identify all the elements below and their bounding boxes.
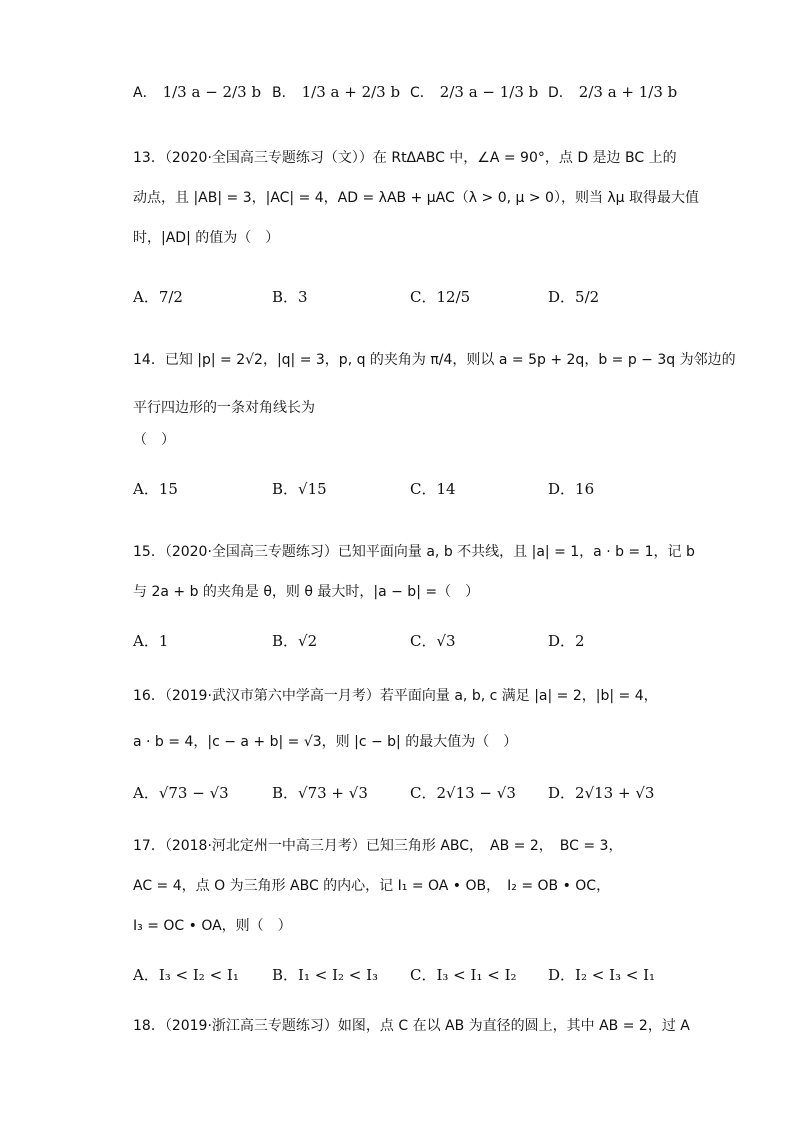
question-16 bbox=[133, 676, 673, 762]
q13-line-3: 时，|AD| 的值为（ ） bbox=[133, 230, 280, 246]
q16-line-2: a · b = 4，|c − a + b| = √3，则 |c − b| 的最大值为（ ） bbox=[133, 734, 518, 750]
option-label: C． bbox=[410, 85, 434, 101]
question-17 bbox=[133, 826, 673, 946]
option-label: A． bbox=[133, 85, 157, 101]
q12-option-d[interactable] bbox=[548, 72, 677, 112]
option-text: 1/3 a + 2/3 b bbox=[301, 83, 401, 101]
question-14 bbox=[133, 340, 736, 452]
q16-option-c[interactable]: C．2√13 − √3 bbox=[410, 783, 516, 802]
q17-option-a[interactable]: A．I₃ < I₂ < I₁ bbox=[133, 965, 239, 984]
option-label: D． bbox=[548, 85, 573, 101]
q15-options bbox=[133, 620, 733, 660]
option-label: B． bbox=[272, 85, 296, 101]
q14-option-d[interactable]: D．16 bbox=[548, 479, 595, 498]
q15-line-2: 与 2a + b 的夹角是 θ，则 θ 最大时，|a − b| =（ ） bbox=[133, 584, 480, 600]
q18-line-1: 18．（2019·浙江高三专题练习）如图，点 C 在以 AB 为直径的圆上，其中 AB = 2，过 A bbox=[133, 1018, 690, 1034]
q16-line-1: 16．（2019·武汉市第六中学高一月考）若平面向量 a, b, c 满足 |a| = 2，|b| = 4， bbox=[133, 688, 658, 704]
q15-option-a[interactable]: A．1 bbox=[133, 631, 169, 650]
q13-option-d[interactable]: D．5/2 bbox=[548, 287, 600, 306]
question-13 bbox=[133, 138, 700, 258]
q15-option-b[interactable]: B．√2 bbox=[272, 631, 318, 650]
question-18 bbox=[133, 1006, 690, 1046]
q14-options bbox=[133, 468, 733, 508]
q17-line-2: AC = 4，点 O 为三角形 ABC 的内心，记 I₁ = OA • OB， I₂ = OB • OC， bbox=[133, 878, 611, 894]
q17-option-c[interactable]: C．I₃ < I₁ < I₂ bbox=[410, 965, 517, 984]
q13-option-a[interactable]: A．7/2 bbox=[133, 287, 183, 306]
q15-option-c[interactable]: C．√3 bbox=[410, 631, 456, 650]
q16-option-a[interactable]: A．√73 − √3 bbox=[133, 783, 229, 802]
q13-option-c[interactable]: C．12/5 bbox=[410, 287, 471, 306]
q17-option-d[interactable]: D．I₂ < I₃ < I₁ bbox=[548, 965, 656, 984]
question-15 bbox=[133, 532, 695, 612]
q17-options bbox=[133, 954, 733, 994]
q12-option-c[interactable] bbox=[410, 72, 538, 112]
q16-options bbox=[133, 772, 733, 812]
q15-option-d[interactable]: D．2 bbox=[548, 631, 585, 650]
q17-line-1: 17．（2018·河北定州一中高三月考）已知三角形 ABC， AB = 2， BC = 3， bbox=[133, 838, 623, 854]
q13-line-2: 动点，且 |AB| = 3，|AC| = 4，AD = λAB + μAC（λ > 0, μ > 0），则当 λμ 取得最大值 bbox=[133, 190, 700, 206]
q17-option-b[interactable]: B．I₁ < I₂ < I₃ bbox=[272, 965, 379, 984]
q16-option-b[interactable]: B．√73 + √3 bbox=[272, 783, 368, 802]
q13-line-1: 13．（2020·全国高三专题练习（文））在 RtΔABC 中，∠A = 90°，点 D 是边 BC 上的 bbox=[133, 150, 677, 166]
q12-options bbox=[133, 72, 733, 112]
q12-option-b[interactable] bbox=[272, 72, 400, 112]
q14-option-b[interactable]: B．√15 bbox=[272, 479, 327, 498]
q12-option-a[interactable] bbox=[133, 72, 261, 112]
q14-line-2: 平行四边形的一条对角线长为 bbox=[133, 400, 315, 416]
q14-option-a[interactable]: A．15 bbox=[133, 479, 178, 498]
q15-line-1: 15．（2020·全国高三专题练习）已知平面向量 a, b 不共线，且 |a| = 1，a · b = 1，记 b bbox=[133, 544, 695, 560]
q14-line-1: 14．已知 |p| = 2√2，|q| = 3，p, q 的夹角为 π/4，则以 a = 5p + 2q，b = p − 3q 为邻边的 bbox=[133, 352, 736, 368]
q13-options bbox=[133, 276, 733, 316]
option-text: 2/3 a − 1/3 b bbox=[439, 83, 539, 101]
q14-line-3: （ ） bbox=[133, 432, 175, 448]
q17-line-3: I₃ = OC • OA，则（ ） bbox=[133, 918, 292, 934]
option-text: 1/3 a − 2/3 b bbox=[162, 83, 262, 101]
option-text: 2/3 a + 1/3 b bbox=[578, 83, 678, 101]
q16-option-d[interactable]: D．2√13 + √3 bbox=[548, 783, 655, 802]
q14-option-c[interactable]: C．14 bbox=[410, 479, 456, 498]
q13-option-b[interactable]: B．3 bbox=[272, 287, 308, 306]
